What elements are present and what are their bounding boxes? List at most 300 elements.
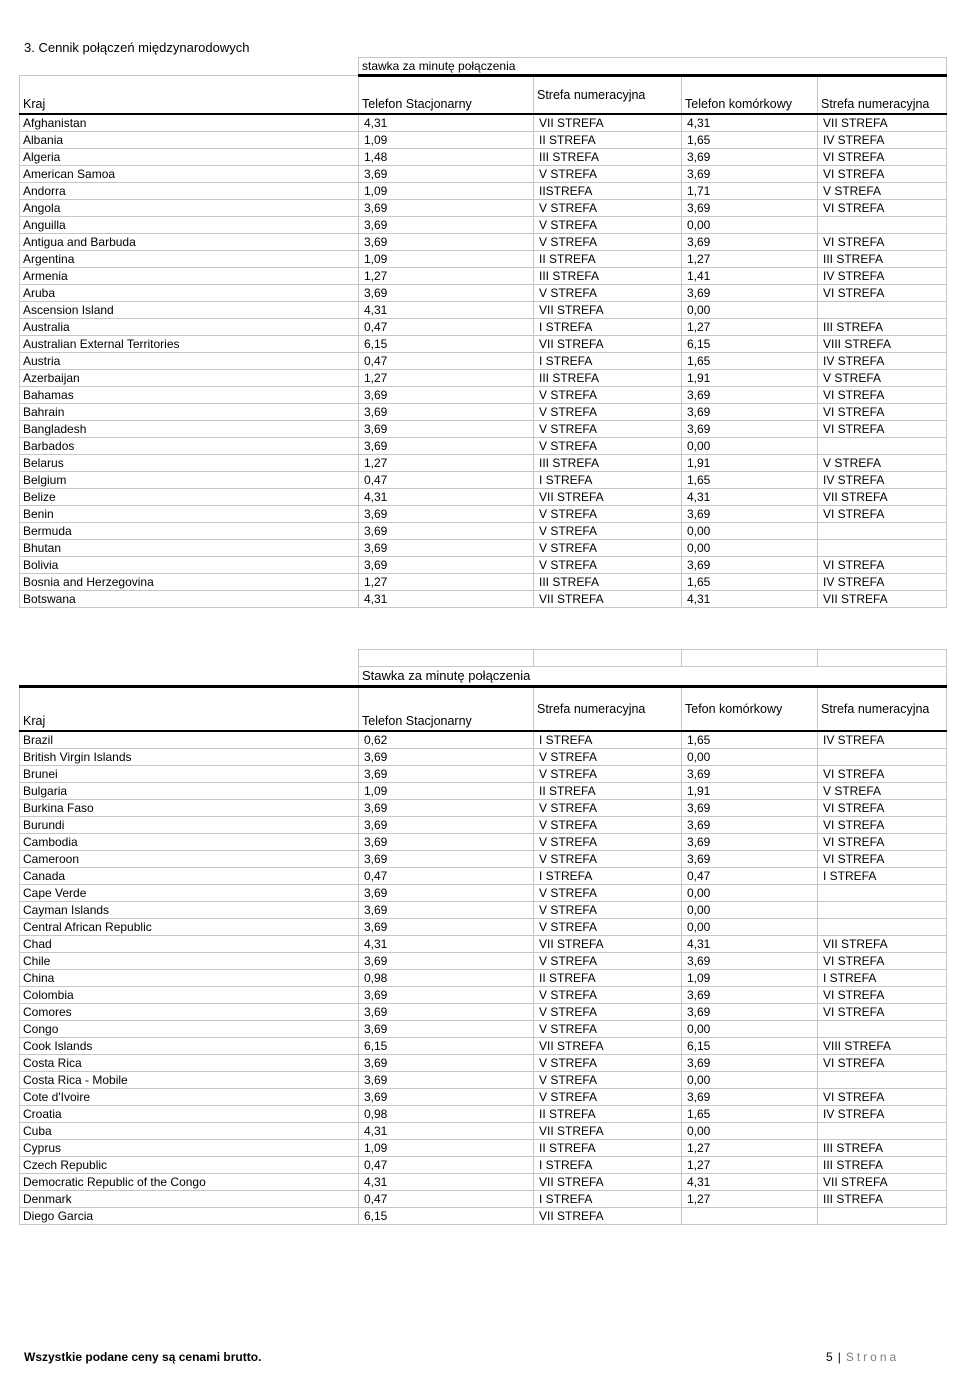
cell-mobile-zone — [818, 902, 947, 919]
cell-mobile-zone — [818, 1072, 947, 1089]
cell-mobile-rate: 0,00 — [682, 749, 818, 766]
table-row — [20, 353, 947, 370]
cell-country: Belarus — [20, 455, 359, 472]
cell-landline-zone: VII STREFA — [534, 302, 682, 319]
super-header-spacer — [20, 58, 359, 76]
cell-landline-rate: 1,09 — [359, 251, 534, 268]
cell-mobile-zone: VI STREFA — [818, 404, 947, 421]
table-row — [20, 1191, 947, 1208]
cell-landline-rate: 3,69 — [359, 166, 534, 183]
cell-landline-rate: 0,47 — [359, 1157, 534, 1174]
cell-landline-rate: 1,27 — [359, 370, 534, 387]
cell-landline-zone: V STREFA — [534, 285, 682, 302]
cell-mobile-rate: 0,00 — [682, 885, 818, 902]
cell-mobile-zone: III STREFA — [818, 319, 947, 336]
cell-mobile-rate: 3,69 — [682, 834, 818, 851]
table-row — [20, 749, 947, 766]
cell-landline-rate: 3,69 — [359, 285, 534, 302]
table-row — [20, 834, 947, 851]
cell-mobile-zone: I STREFA — [818, 970, 947, 987]
cell-country: British Virgin Islands — [20, 749, 359, 766]
cell-landline-zone: III STREFA — [534, 268, 682, 285]
cell-mobile-rate: 3,69 — [682, 851, 818, 868]
cell-country: Albania — [20, 132, 359, 149]
cell-mobile-rate: 0,00 — [682, 523, 818, 540]
cell-mobile-rate — [682, 1208, 818, 1225]
cell-mobile-zone: VI STREFA — [818, 200, 947, 217]
header-zone-mobile: Strefa numeracyjna — [818, 687, 947, 732]
cell-landline-zone: V STREFA — [534, 902, 682, 919]
cell-country: Cote d'Ivoire — [20, 1089, 359, 1106]
cell-landline-rate: 0,98 — [359, 1106, 534, 1123]
cell-landline-rate: 3,69 — [359, 234, 534, 251]
cell-landline-rate: 3,69 — [359, 200, 534, 217]
cell-country: Central African Republic — [20, 919, 359, 936]
cell-country: Costa Rica - Mobile — [20, 1072, 359, 1089]
cell-country: Bhutan — [20, 540, 359, 557]
cell-country: Angola — [20, 200, 359, 217]
header-mobile: Tefon komórkowy — [682, 687, 818, 732]
cell-mobile-rate: 3,69 — [682, 953, 818, 970]
cell-landline-zone: V STREFA — [534, 1055, 682, 1072]
cell-landline-rate: 6,15 — [359, 336, 534, 353]
cell-landline-zone: III STREFA — [534, 149, 682, 166]
cell-mobile-rate: 4,31 — [682, 936, 818, 953]
cell-landline-rate: 1,09 — [359, 1140, 534, 1157]
cell-landline-rate: 3,69 — [359, 817, 534, 834]
cell-landline-rate: 0,62 — [359, 731, 534, 749]
cell-mobile-rate: 1,41 — [682, 268, 818, 285]
cell-mobile-zone — [818, 438, 947, 455]
cell-landline-rate: 3,69 — [359, 800, 534, 817]
table-row — [20, 438, 947, 455]
cell-mobile-zone — [818, 217, 947, 234]
cell-mobile-rate: 0,00 — [682, 540, 818, 557]
cell-mobile-zone: VII STREFA — [818, 489, 947, 506]
cell-landline-zone: V STREFA — [534, 506, 682, 523]
cell-mobile-rate: 3,69 — [682, 987, 818, 1004]
table-row — [20, 285, 947, 302]
cell-landline-zone: I STREFA — [534, 1157, 682, 1174]
cell-country: Costa Rica — [20, 1055, 359, 1072]
cell-mobile-zone: VII STREFA — [818, 1174, 947, 1191]
cell-landline-zone: I STREFA — [534, 868, 682, 885]
cell-mobile-rate: 3,69 — [682, 285, 818, 302]
cell-landline-rate: 1,09 — [359, 183, 534, 200]
cell-landline-rate: 3,69 — [359, 387, 534, 404]
page-separator: | — [837, 1350, 841, 1364]
table-row — [20, 1106, 947, 1123]
price-table-2 — [19, 649, 947, 1225]
table-row — [20, 114, 947, 132]
cell-country: Antigua and Barbuda — [20, 234, 359, 251]
cell-mobile-rate: 1,91 — [682, 370, 818, 387]
cell-landline-zone: III STREFA — [534, 455, 682, 472]
footer-note: Wszystkie podane ceny są cenami brutto. — [24, 1350, 262, 1364]
cell-landline-zone: VII STREFA — [534, 114, 682, 132]
section-title: 3. Cennik połączeń międzynarodowych — [24, 40, 250, 55]
cell-mobile-rate: 1,27 — [682, 319, 818, 336]
cell-country: Cuba — [20, 1123, 359, 1140]
cell-landline-zone: VII STREFA — [534, 1208, 682, 1225]
table-row — [20, 489, 947, 506]
cell-country: Croatia — [20, 1106, 359, 1123]
table-row — [20, 885, 947, 902]
cell-mobile-zone: VI STREFA — [818, 800, 947, 817]
cell-mobile-zone: IV STREFA — [818, 574, 947, 591]
cell-mobile-rate: 3,69 — [682, 404, 818, 421]
table-row — [20, 132, 947, 149]
cell-mobile-rate: 0,47 — [682, 868, 818, 885]
cell-landline-zone: V STREFA — [534, 1004, 682, 1021]
cell-mobile-zone: III STREFA — [818, 1140, 947, 1157]
cell-landline-rate: 3,69 — [359, 404, 534, 421]
cell-mobile-zone: V STREFA — [818, 783, 947, 800]
table-row — [20, 540, 947, 557]
gap-cell — [359, 650, 534, 667]
cell-mobile-rate: 0,00 — [682, 302, 818, 319]
cell-mobile-rate: 1,27 — [682, 251, 818, 268]
cell-mobile-zone: IV STREFA — [818, 1106, 947, 1123]
cell-landline-rate: 1,09 — [359, 783, 534, 800]
cell-landline-rate: 1,27 — [359, 268, 534, 285]
cell-mobile-rate: 1,27 — [682, 1140, 818, 1157]
table-row — [20, 574, 947, 591]
cell-landline-zone: VII STREFA — [534, 1174, 682, 1191]
table-row — [20, 953, 947, 970]
cell-landline-zone: I STREFA — [534, 319, 682, 336]
cell-mobile-zone: VI STREFA — [818, 851, 947, 868]
cell-landline-rate: 3,69 — [359, 1021, 534, 1038]
cell-mobile-rate: 0,00 — [682, 1123, 818, 1140]
cell-landline-rate: 4,31 — [359, 1174, 534, 1191]
cell-mobile-rate: 4,31 — [682, 489, 818, 506]
cell-landline-rate: 3,69 — [359, 217, 534, 234]
cell-landline-zone: II STREFA — [534, 970, 682, 987]
cell-landline-rate: 0,47 — [359, 319, 534, 336]
cell-mobile-rate: 0,00 — [682, 1072, 818, 1089]
table-row — [20, 149, 947, 166]
table-row — [20, 1055, 947, 1072]
cell-mobile-rate: 1,27 — [682, 1191, 818, 1208]
cell-landline-rate: 3,69 — [359, 902, 534, 919]
cell-mobile-zone: V STREFA — [818, 370, 947, 387]
cell-country: Cambodia — [20, 834, 359, 851]
cell-country: Bosnia and Herzegovina — [20, 574, 359, 591]
cell-landline-rate: 3,69 — [359, 1089, 534, 1106]
table-row — [20, 506, 947, 523]
cell-mobile-rate: 1,65 — [682, 731, 818, 749]
cell-mobile-rate: 3,69 — [682, 800, 818, 817]
cell-mobile-rate: 3,69 — [682, 817, 818, 834]
cell-landline-zone: I STREFA — [534, 1191, 682, 1208]
cell-country: Barbados — [20, 438, 359, 455]
cell-mobile-zone: VI STREFA — [818, 1089, 947, 1106]
cell-mobile-zone: VI STREFA — [818, 834, 947, 851]
cell-landline-rate: 4,31 — [359, 114, 534, 132]
gap-cell — [682, 650, 818, 667]
cell-landline-zone: V STREFA — [534, 749, 682, 766]
table-row — [20, 557, 947, 574]
cell-country: Denmark — [20, 1191, 359, 1208]
cell-landline-rate: 3,69 — [359, 1055, 534, 1072]
header-landline: Telefon Stacjonarny — [359, 687, 534, 732]
cell-mobile-zone: VI STREFA — [818, 149, 947, 166]
cell-landline-rate: 1,48 — [359, 149, 534, 166]
cell-landline-rate: 0,47 — [359, 472, 534, 489]
cell-landline-rate: 6,15 — [359, 1208, 534, 1225]
super-header: stawka za minutę połączenia — [359, 58, 947, 76]
cell-mobile-zone: III STREFA — [818, 1191, 947, 1208]
cell-landline-zone: V STREFA — [534, 1072, 682, 1089]
table-row — [20, 1004, 947, 1021]
table-row — [20, 851, 947, 868]
cell-mobile-zone: V STREFA — [818, 455, 947, 472]
cell-country: Anguilla — [20, 217, 359, 234]
cell-mobile-rate: 4,31 — [682, 591, 818, 608]
table-row — [20, 404, 947, 421]
cell-mobile-zone: VII STREFA — [818, 114, 947, 132]
cell-landline-rate: 3,69 — [359, 557, 534, 574]
cell-country: Brunei — [20, 766, 359, 783]
cell-landline-rate: 6,15 — [359, 1038, 534, 1055]
table-row — [20, 370, 947, 387]
cell-country: Bangladesh — [20, 421, 359, 438]
cell-country: Afghanistan — [20, 114, 359, 132]
cell-mobile-rate: 3,69 — [682, 766, 818, 783]
table-row — [20, 200, 947, 217]
cell-landline-rate: 0,47 — [359, 868, 534, 885]
table-row — [20, 1140, 947, 1157]
cell-landline-rate: 1,27 — [359, 455, 534, 472]
cell-landline-zone: III STREFA — [534, 574, 682, 591]
table-row — [20, 217, 947, 234]
cell-mobile-rate: 3,69 — [682, 1004, 818, 1021]
cell-country: Cyprus — [20, 1140, 359, 1157]
cell-mobile-zone: VI STREFA — [818, 1055, 947, 1072]
cell-landline-rate: 3,69 — [359, 749, 534, 766]
cell-mobile-rate: 1,65 — [682, 472, 818, 489]
cell-landline-rate: 3,69 — [359, 766, 534, 783]
cell-landline-zone: V STREFA — [534, 851, 682, 868]
cell-mobile-zone: IV STREFA — [818, 353, 947, 370]
cell-mobile-rate: 3,69 — [682, 421, 818, 438]
cell-country: Aruba — [20, 285, 359, 302]
cell-landline-zone: V STREFA — [534, 523, 682, 540]
cell-country: Australian External Territories — [20, 336, 359, 353]
gap-cell — [534, 650, 682, 667]
cell-landline-zone: I STREFA — [534, 472, 682, 489]
cell-mobile-zone: IV STREFA — [818, 472, 947, 489]
cell-country: Benin — [20, 506, 359, 523]
table-row — [20, 783, 947, 800]
cell-landline-rate: 0,98 — [359, 970, 534, 987]
super-header-spacer — [20, 667, 359, 687]
cell-landline-rate: 3,69 — [359, 919, 534, 936]
cell-landline-zone: II STREFA — [534, 1140, 682, 1157]
cell-mobile-rate: 0,00 — [682, 919, 818, 936]
cell-mobile-zone: III STREFA — [818, 251, 947, 268]
cell-mobile-zone — [818, 540, 947, 557]
cell-landline-rate: 4,31 — [359, 1123, 534, 1140]
cell-country: Austria — [20, 353, 359, 370]
price-table-1 — [19, 57, 947, 608]
cell-mobile-zone: VI STREFA — [818, 766, 947, 783]
cell-mobile-zone: VI STREFA — [818, 557, 947, 574]
cell-mobile-zone: VI STREFA — [818, 421, 947, 438]
cell-mobile-rate: 0,00 — [682, 217, 818, 234]
table-row — [20, 234, 947, 251]
cell-mobile-zone: VI STREFA — [818, 987, 947, 1004]
header-mobile: Telefon komórkowy — [682, 76, 818, 115]
cell-country: Australia — [20, 319, 359, 336]
cell-country: China — [20, 970, 359, 987]
cell-landline-zone: II STREFA — [534, 1106, 682, 1123]
table-row — [20, 1157, 947, 1174]
header-landline: Telefon Stacjonarny — [359, 76, 534, 115]
cell-landline-zone: VII STREFA — [534, 1123, 682, 1140]
table-row — [20, 800, 947, 817]
cell-mobile-rate: 1,65 — [682, 353, 818, 370]
cell-mobile-zone: VI STREFA — [818, 166, 947, 183]
table-row — [20, 472, 947, 489]
cell-mobile-rate: 3,69 — [682, 200, 818, 217]
cell-country: Cape Verde — [20, 885, 359, 902]
cell-landline-zone: I STREFA — [534, 353, 682, 370]
cell-mobile-rate: 0,00 — [682, 1021, 818, 1038]
cell-mobile-rate: 0,00 — [682, 902, 818, 919]
table-row — [20, 902, 947, 919]
table-row — [20, 1089, 947, 1106]
cell-mobile-rate: 3,69 — [682, 149, 818, 166]
cell-mobile-rate: 6,15 — [682, 1038, 818, 1055]
cell-mobile-rate: 1,65 — [682, 574, 818, 591]
cell-landline-rate: 3,69 — [359, 438, 534, 455]
cell-country: Andorra — [20, 183, 359, 200]
cell-country: Armenia — [20, 268, 359, 285]
cell-country: American Samoa — [20, 166, 359, 183]
table-row — [20, 523, 947, 540]
table-row — [20, 166, 947, 183]
cell-mobile-zone: V STREFA — [818, 183, 947, 200]
cell-mobile-zone — [818, 749, 947, 766]
cell-mobile-rate: 4,31 — [682, 1174, 818, 1191]
cell-landline-zone: I STREFA — [534, 731, 682, 749]
cell-landline-zone: VII STREFA — [534, 1038, 682, 1055]
cell-landline-zone: V STREFA — [534, 1021, 682, 1038]
cell-landline-rate: 3,69 — [359, 834, 534, 851]
table-row — [20, 970, 947, 987]
cell-landline-zone: VII STREFA — [534, 336, 682, 353]
cell-mobile-zone — [818, 1123, 947, 1140]
cell-landline-zone: V STREFA — [534, 421, 682, 438]
cell-mobile-zone: VI STREFA — [818, 285, 947, 302]
cell-mobile-zone: I STREFA — [818, 868, 947, 885]
cell-landline-rate: 3,69 — [359, 506, 534, 523]
cell-mobile-zone: VIII STREFA — [818, 1038, 947, 1055]
cell-landline-zone: VII STREFA — [534, 591, 682, 608]
header-country: Kraj — [20, 76, 359, 115]
cell-country: Colombia — [20, 987, 359, 1004]
cell-landline-rate: 3,69 — [359, 851, 534, 868]
cell-mobile-rate: 1,65 — [682, 1106, 818, 1123]
cell-landline-rate: 4,31 — [359, 302, 534, 319]
cell-mobile-rate: 3,69 — [682, 506, 818, 523]
table-row — [20, 868, 947, 885]
cell-mobile-zone: III STREFA — [818, 1157, 947, 1174]
cell-landline-zone: V STREFA — [534, 766, 682, 783]
cell-country: Congo — [20, 1021, 359, 1038]
gap-cell — [20, 650, 359, 667]
cell-mobile-zone: VI STREFA — [818, 1004, 947, 1021]
cell-country: Bulgaria — [20, 783, 359, 800]
cell-mobile-zone — [818, 523, 947, 540]
cell-landline-zone: III STREFA — [534, 370, 682, 387]
cell-mobile-zone: VI STREFA — [818, 953, 947, 970]
cell-mobile-zone: IV STREFA — [818, 268, 947, 285]
cell-mobile-zone: VI STREFA — [818, 817, 947, 834]
cell-country: Democratic Republic of the Congo — [20, 1174, 359, 1191]
cell-landline-zone: V STREFA — [534, 817, 682, 834]
cell-landline-zone: V STREFA — [534, 200, 682, 217]
cell-country: Ascension Island — [20, 302, 359, 319]
cell-landline-zone: V STREFA — [534, 404, 682, 421]
cell-country: Chile — [20, 953, 359, 970]
cell-landline-zone: IISTREFA — [534, 183, 682, 200]
cell-country: Cameroon — [20, 851, 359, 868]
cell-landline-rate: 3,69 — [359, 421, 534, 438]
cell-mobile-rate: 3,69 — [682, 387, 818, 404]
cell-mobile-zone: VI STREFA — [818, 506, 947, 523]
table-row — [20, 455, 947, 472]
cell-country: Bermuda — [20, 523, 359, 540]
cell-landline-zone: V STREFA — [534, 234, 682, 251]
cell-mobile-zone — [818, 1021, 947, 1038]
cell-mobile-zone: VI STREFA — [818, 387, 947, 404]
cell-mobile-zone: IV STREFA — [818, 731, 947, 749]
cell-landline-rate: 0,47 — [359, 1191, 534, 1208]
cell-country: Brazil — [20, 731, 359, 749]
table-row — [20, 268, 947, 285]
header-country: Kraj — [20, 687, 359, 732]
cell-country: Belgium — [20, 472, 359, 489]
cell-mobile-rate: 4,31 — [682, 114, 818, 132]
cell-landline-zone: V STREFA — [534, 387, 682, 404]
cell-mobile-rate: 3,69 — [682, 234, 818, 251]
page-number: 5 — [826, 1350, 833, 1364]
cell-landline-rate: 4,31 — [359, 591, 534, 608]
page-label: Strona — [845, 1350, 900, 1364]
table-row — [20, 936, 947, 953]
table-row — [20, 766, 947, 783]
table-row — [20, 919, 947, 936]
cell-country: Botswana — [20, 591, 359, 608]
cell-landline-zone: II STREFA — [534, 783, 682, 800]
table-row — [20, 183, 947, 200]
cell-landline-zone: II STREFA — [534, 132, 682, 149]
cell-landline-rate: 4,31 — [359, 489, 534, 506]
cell-landline-zone: V STREFA — [534, 217, 682, 234]
cell-country: Belize — [20, 489, 359, 506]
cell-landline-zone: VII STREFA — [534, 936, 682, 953]
cell-landline-zone: V STREFA — [534, 1089, 682, 1106]
table-row — [20, 1021, 947, 1038]
cell-landline-rate: 3,69 — [359, 885, 534, 902]
cell-landline-rate: 3,69 — [359, 953, 534, 970]
cell-mobile-rate: 3,69 — [682, 1055, 818, 1072]
cell-mobile-zone — [818, 302, 947, 319]
cell-landline-zone: V STREFA — [534, 834, 682, 851]
